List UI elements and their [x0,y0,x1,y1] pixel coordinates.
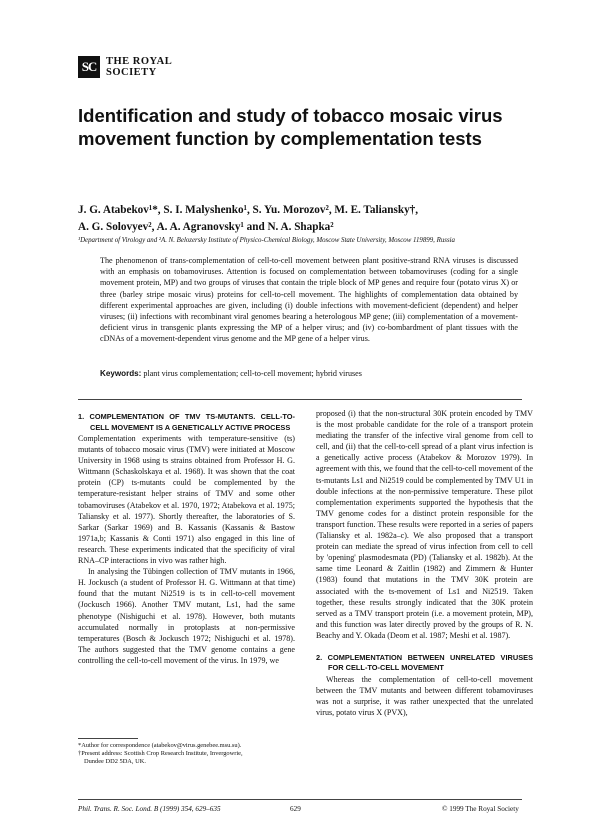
paper-title: Identification and study of tobacco mosaic virus movement function by complementation tests [78,105,503,149]
right-paragraph-1: proposed (i) that the non-structural 30K protein encoded by TMV is the most probable candidate for the role of a transport protein mediating the transfer of the infective viral genome from cell to cell, and (ii) that the cell-to-cell spread of a plant virus infection is a genetically active process (Atabekov & Morozov 1979). In agreement with this, we found that the cell-to-cell movement of the ts-mutants Ls1 and Ni2519 could be complemented by TMV U1 in double infections at the non-permissive temperature. These pilot complementation experiments supported the hypothesis that the TMV genome codes for a distinct protein responsible for the transport function. These results were reported in a series of papers (Taliansky et al. 1982a–c). We also proposed that a transport protein can mediate the spread of virus infection from cell to cell by 'opening' plasmodesmata (PD) (Taliansky et al. 1982b). At the same time Leonard & Zaitlin (1982) and Zimmern & Hunter (1983) found that mutations in the TMV 30K protein are associated with the ts-movement of Ls1 and Ni2519. Taken together, these results strongly indicated that the 30K protein served as a TMV transport protein (i.e. a movement protein, MP), and this function was later directly proved by the groups of R. N. Beachy and Y. Okada (Deom et al. 1987; Meshi et al. 1987). [316,409,533,640]
left-paragraph-2: In analysing the Tübingen collection of TMV mutants in 1966, H. Jockusch (a student of Professor H. G. Wittmann at that time) found that the mutant Ni2519 is ts in cell-to-cell movement (Jockusch 1966). Another TMV mutant, Ls1, had the same phenotype (Nishiguchi et al. 1978). However, both mutants accumulated normally in protoplasts at non-permissive temperatures (Bosch & Jockusch 1972; Nishiguchi et al. 1978). The authors suggested that the TMV genome contains a gene controlling the cell-to-cell movement of the virus. In 1979, we [78,567,295,665]
author-list [78,202,538,236]
footnotes [78,742,298,767]
section-1-heading: 1. COMPLEMENTATION OF TMV TS-MUTANTS. CELL-TO-CELL MOVEMENT IS A GENETICALLY ACTIVE PROCESS [78,412,295,432]
left-paragraph-1: Complementation experiments with temperature-sensitive (ts) mutants of tobacco mosaic virus (TMV) were initiated at Moscow University in 1968 using ts strains obtained from Professor H. G. Wittmann (Schaskolskaya et al. 1968). It was shown that the coat protein (CP) ts-mutants could be complemented by the temperature-resistant helper strains of TMV and some other tobamoviruses (Atabekov et al. 1970, 1972; Atabekova et al. 1975; Taliansky et al. 1977). Shortly thereafter, the laboratories of S. Sarkar (Sarkar 1969) and B. Kassanis (Kassanis & Bastow 1971a,b; Kassanis & Conti 1971) also engaged in this line of research. These experiments indicated that the specificity of viral RNA–CP interactions in vivo was rather high. [78,434,295,566]
royal-society-emblem-icon: SC [78,56,100,78]
abstract: The phenomenon of trans-complementation of cell-to-cell movement between plant positive-strand RNA viruses is discussed with an emphasis on tobamoviruses. Attention is focused on complementation between tobamoviruses (coding for a single movement protein, MP) and two groups of viruses that contain the triple block of MP genes and require four (potato virus X) or three (barley stripe mosaic virus) proteins for cell-to-cell movement. The highlights of complementation data obtained by different experimental approaches are given, including (i) double infections with movement-deficient (dependent) and helper viruses; (ii) infections with recombinant viral genomes bearing a heterologous MP gene; (iii) complementation of a movement-deficient virus in transgenic plants expressing the MP of a helper virus; and (iv) co-bombardment of plant tissues with the cDNAs of a movement-dependent virus genome and the MP gene of a helper virus. [100,256,518,344]
section-2-heading: 2. COMPLEMENTATION BETWEEN UNRELATED VIRUSES FOR CELL-TO-CELL MOVEMENT [316,652,533,673]
section-divider [78,399,522,400]
page-number: 629 [290,805,301,813]
right-column [316,408,533,718]
footnote-correspondence: *Author for correspondence (atabekov@virus.genebee.msu.su). [78,742,242,749]
publisher-name [106,56,172,78]
journal-citation: Phil. Trans. R. Soc. Lond. B (1999) 354, 629–635 [78,805,221,813]
keywords-text: plant virus complementation; cell-to-cell movement; hybrid viruses [143,369,362,378]
right-paragraph-2: Whereas the complementation of cell-to-cell movement between the TMV mutants and between different tobamoviruses was not a surprise, it was rather unexpected that the unrelated virus, potato virus X (PVX), [316,674,533,718]
footer-rule [78,799,522,800]
footnote-rule [78,738,138,739]
left-column [78,412,295,666]
publisher-name-line2: SOCIETY [106,67,157,78]
publisher-name-line1: THE ROYAL [106,56,173,67]
copyright: © 1999 The Royal Society [442,805,519,813]
footnote-present-address-cont: Dundee DD2 5DA, UK. [84,758,146,766]
affiliation: ¹Department of Virology and ²A. N. Belozersky Institute of Physico-Chemical Biology, Moscow State University, Moscow 119899, Russia [78,237,455,244]
footnote-present-address: †Present address: Scottish Crop Research Institute, Invergowrie, [78,750,243,758]
keywords [100,369,518,378]
author-line-1: J. G. Atabekov¹*, S. I. Malyshenko¹, S. Yu. Morozov², M. E. Taliansky†, [78,204,419,216]
keywords-label: Keywords: [100,369,142,378]
author-line-2: A. G. Solovyev², A. A. Agranovsky¹ and N. A. Shapka² [78,221,334,233]
publisher-logo [78,56,172,78]
